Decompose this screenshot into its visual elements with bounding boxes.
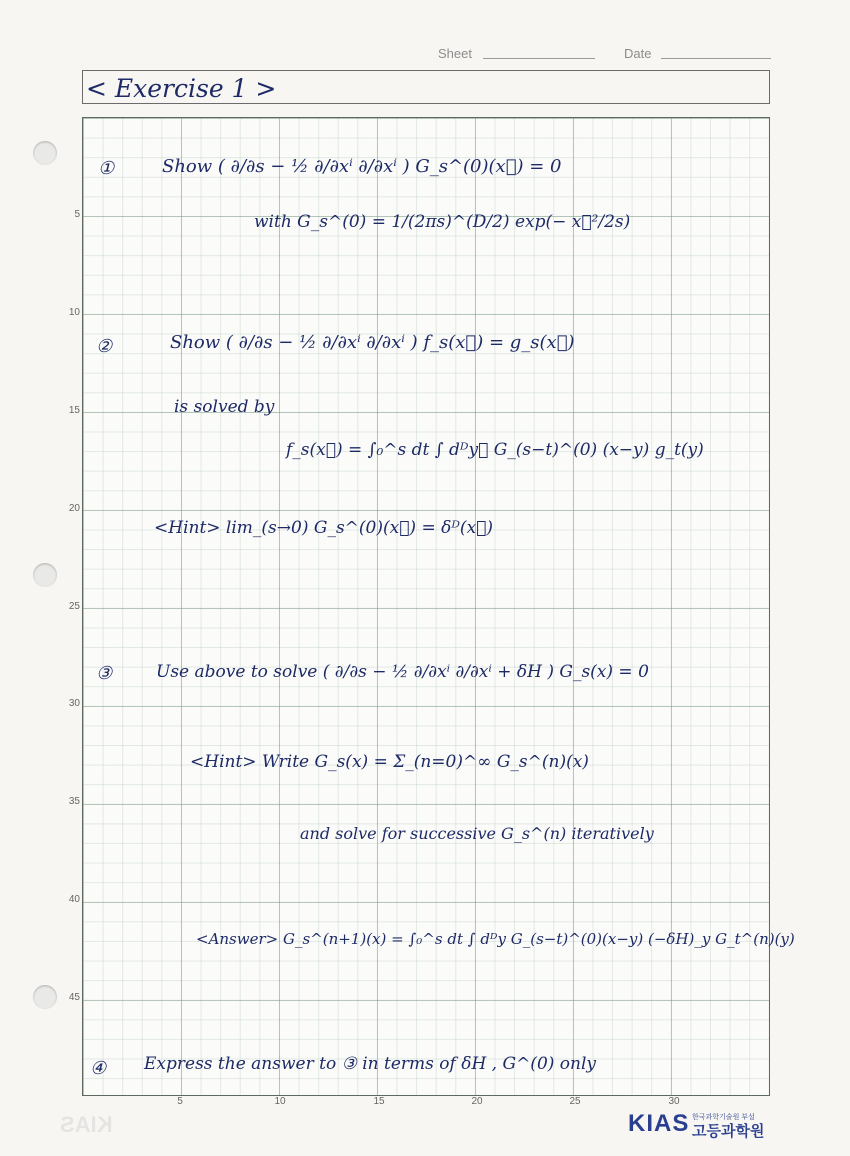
punch-hole-icon [33, 563, 57, 587]
problem-2-statement: Show ( ∂/∂s − ½ ∂/∂xⁱ ∂/∂xⁱ ) f_s(x⃗) = g_s(x⃗) [170, 332, 575, 353]
problem-4-statement: Express the answer to ③ in terms of δH , G^(0) only [144, 1054, 597, 1074]
grid-paper [82, 117, 770, 1096]
problem-1-definition: with G_s^(0) = 1/(2πs)^(D/2) exp(− x⃗²/2s) [254, 212, 631, 232]
column-number: 15 [373, 1096, 385, 1107]
row-number: 45 [68, 992, 80, 1003]
bleed-through-logo: KIAS [60, 1112, 113, 1137]
problem-2-marker: ② [96, 336, 113, 357]
row-number: 5 [74, 209, 80, 220]
column-number: 20 [471, 1096, 483, 1107]
punch-hole-icon [33, 985, 57, 1009]
row-number: 40 [68, 894, 80, 905]
row-number: 25 [68, 601, 80, 612]
sheet-header [438, 44, 778, 64]
problem-2-solved-by: is solved by [174, 397, 275, 417]
column-number: 30 [668, 1096, 680, 1107]
problem-1-marker: ① [98, 158, 115, 179]
kias-subtitle: 한국과학기술원 부설 [692, 1114, 755, 1121]
punch-hole-icon [33, 141, 57, 165]
row-number: 20 [68, 503, 80, 514]
kias-brand: KIAS [628, 1110, 690, 1137]
problem-2-solution: f_s(x⃗) = ∫₀^s dt ∫ dᴰy⃗ G_(s−t)^(0) (x−y) g_t(y) [286, 440, 704, 460]
problem-2-hint: <Hint> lim_(s→0) G_s^(0)(x⃗) = δᴰ(x⃗) [154, 518, 493, 538]
column-number: 25 [569, 1096, 581, 1107]
problem-4-marker: ④ [90, 1058, 107, 1079]
problem-3-hint: <Hint> Write G_s(x) = Σ_(n=0)^∞ G_s^(n)(x) [190, 752, 589, 772]
problem-3-hint-continued: and solve for successive G_s^(n) iteratively [300, 824, 654, 843]
row-number: 15 [68, 405, 80, 416]
problem-3-marker: ③ [96, 663, 113, 684]
row-number: 35 [68, 796, 80, 807]
kias-korean-name: 고등과학원 [692, 1123, 765, 1140]
problem-3-statement: Use above to solve ( ∂/∂s − ½ ∂/∂xⁱ ∂/∂xⁱ + δH ) G_s(x) = 0 [156, 662, 649, 682]
problem-3-answer: <Answer> G_s^(n+1)(x) = ∫₀^s dt ∫ dᴰy G_(s−t)^(0)(x−y) (−δH)_y G_t^(n)(y) [196, 930, 795, 948]
column-number: 10 [274, 1096, 286, 1107]
sheet-line [483, 58, 595, 59]
sheet-label: Sheet [438, 46, 472, 61]
date-label: Date [624, 46, 652, 61]
row-number: 30 [68, 698, 80, 709]
column-number: 5 [177, 1096, 183, 1107]
exercise-title: < Exercise 1 > [86, 74, 277, 103]
date-line [661, 58, 771, 59]
problem-1-statement: Show ( ∂/∂s − ½ ∂/∂xⁱ ∂/∂xⁱ ) G_s^(0)(x⃗) = 0 [162, 156, 562, 177]
row-number: 10 [68, 307, 80, 318]
kias-logo [628, 1110, 778, 1140]
